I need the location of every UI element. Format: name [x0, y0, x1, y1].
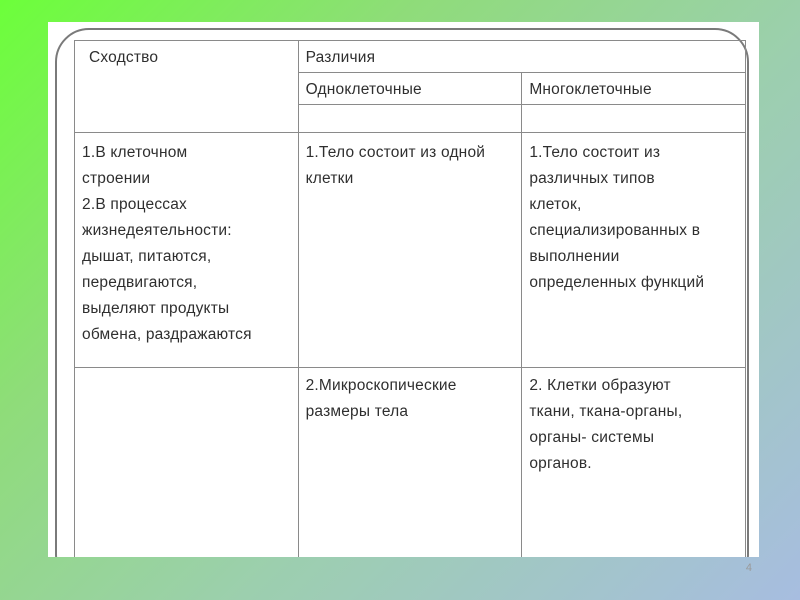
cell-line: выполнении: [529, 248, 620, 265]
cell-line: специализированных в: [529, 222, 701, 239]
cell-multicellular-1: [522, 133, 746, 368]
table-row: [75, 133, 746, 368]
cell-line: ткани, ткана-органы,: [529, 403, 683, 420]
cell-line: клетки: [305, 170, 354, 187]
header-unicellular-label: Одноклеточные: [305, 81, 422, 98]
cell-line: 2.В процессах: [82, 196, 187, 213]
cell-line: определенных функций: [529, 274, 705, 291]
cell-line: 1.В клеточном: [82, 144, 188, 161]
table-header-row: [75, 41, 746, 73]
cell-line: 2.Микроскопические: [305, 377, 457, 394]
table-row: [75, 368, 746, 558]
cell-line: различных типов: [529, 170, 655, 187]
page-number: 4: [745, 562, 752, 574]
cell-similarity-1: [75, 133, 299, 368]
header-unicellular: [298, 73, 522, 105]
cell-unicellular-1: [298, 133, 522, 368]
header-differences-label: Различия: [305, 49, 376, 66]
spacer-cell-unicellular: [298, 105, 522, 133]
header-multicellular-label: Многоклеточные: [529, 81, 652, 98]
cell-line: органов.: [529, 455, 592, 472]
cell-line: 2. Клетки образуют: [529, 377, 671, 394]
cell-line: выделяют продукты: [82, 300, 230, 317]
spacer-cell-multicellular: [522, 105, 746, 133]
cell-line: размеры тела: [305, 403, 409, 420]
header-multicellular: [522, 73, 746, 105]
cell-line: обмена, раздражаются: [82, 326, 252, 343]
comparison-table: [74, 40, 746, 557]
header-differences: [298, 41, 745, 73]
cell-line: передвигаются,: [82, 274, 198, 291]
cell-line: жизнедеятельности:: [82, 222, 232, 239]
header-similarity-label: Сходство: [89, 49, 159, 66]
cell-line: 1.Тело состоит из: [529, 144, 661, 161]
cell-line: 1.Тело состоит из одной: [305, 144, 486, 161]
cell-multicellular-2: [522, 368, 746, 558]
cell-line: дышат, питаются,: [82, 248, 212, 265]
header-similarity: [75, 41, 299, 133]
cell-unicellular-2: [298, 368, 522, 558]
slide: [48, 22, 759, 557]
cell-similarity-2: [75, 368, 299, 558]
cell-line: строении: [82, 170, 151, 187]
cell-line: клеток,: [529, 196, 582, 213]
cell-line: органы- системы: [529, 429, 655, 446]
